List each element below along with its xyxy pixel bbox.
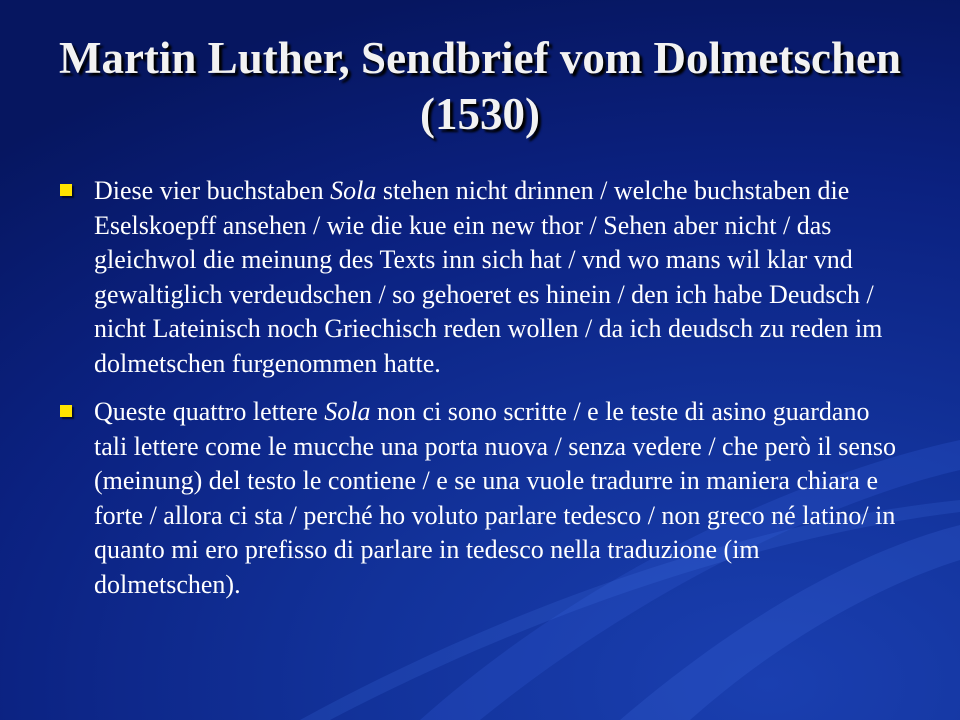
square-bullet-icon [60, 184, 72, 196]
bullet-list [58, 174, 908, 616]
emphasis-sola: Sola [330, 176, 377, 205]
bullet-item-german [58, 174, 908, 381]
bullet-text: Queste quattro lettere Sola non ci sono scritte / e le teste di asino guardano tali lettere come le mucche una porta nuova / senza vedere / che però il senso (meinung) del testo le contiene / e se una vuole tradurre in maniera chiara e forte / allora ci sta / perché ho voluto parlare tedesco / non greco né latino/ in quanto mi ero prefisso di parlare in tedesco nella traduzione (im dolmetschen). [94, 397, 897, 599]
square-bullet-icon [60, 405, 72, 417]
bullet-text: Diese vier buchstaben Sola stehen nicht drinnen / welche buchstaben die Eselskoepff ansehen / wie die kue ein new thor / Sehen aber nicht / das gleichwol die meinung des Texts inn sich hat / vnd wo mans wil klar vnd gewaltiglich verdeudschen / so gehoeret es hinein / den ich habe Deudsch / nicht Lateinisch noch Griechisch reden wollen / da ich deudsch zu reden im dolmetschen furgenommen hatte. [94, 176, 883, 378]
emphasis-sola: Sola [324, 397, 371, 426]
slide-title: Martin Luther, Sendbrief vom Dolmetschen (1530) [58, 33, 902, 139]
bullet-item-italian [58, 395, 908, 602]
